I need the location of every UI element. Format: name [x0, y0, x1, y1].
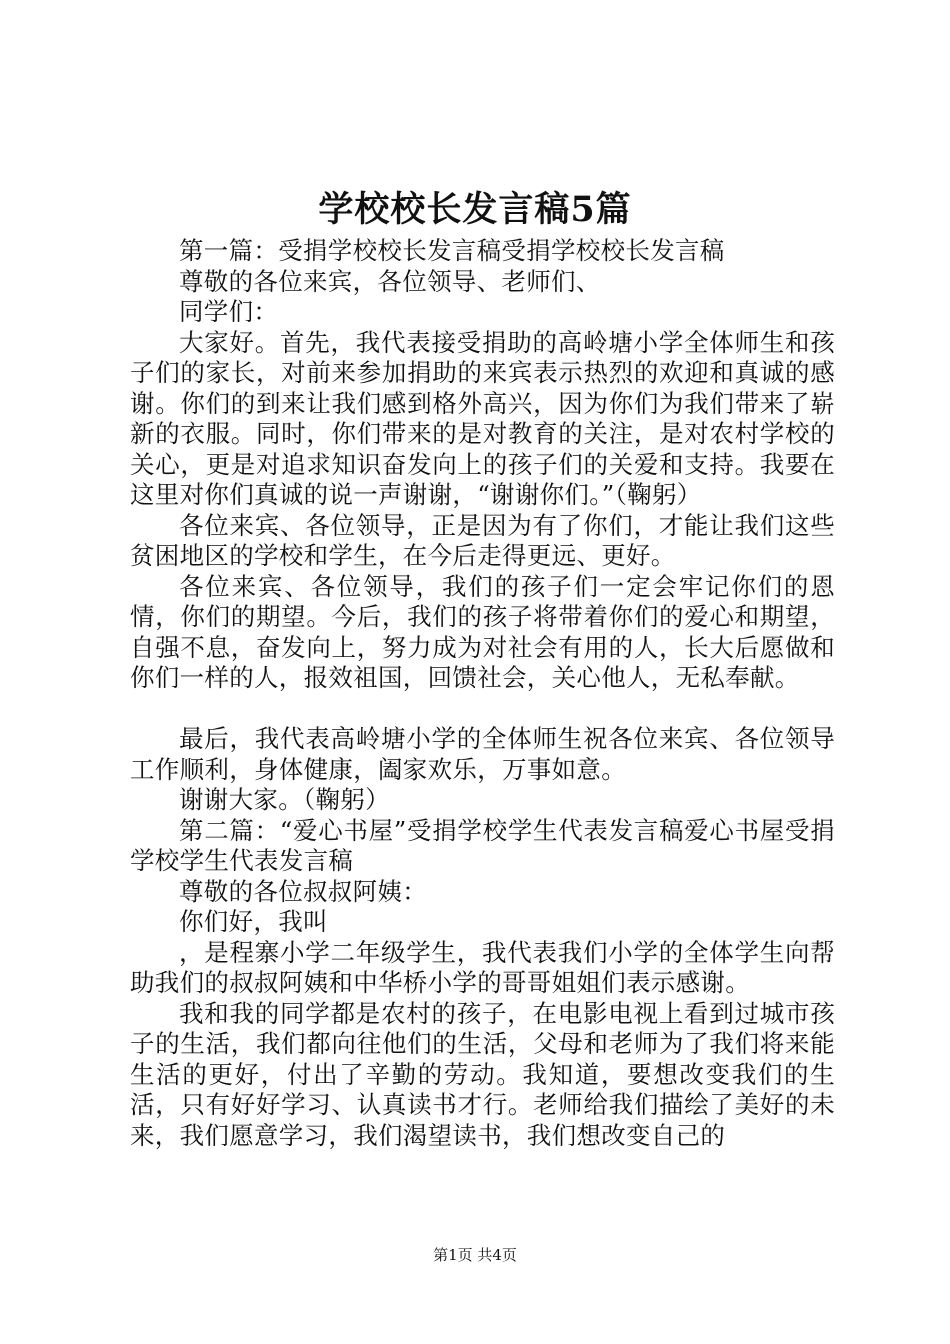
heading-part-two: 第二篇：“爱心书屋”受捐学校学生代表发言稿爱心书屋受捐学校学生代表发言稿 [130, 815, 835, 875]
paragraph-student: ，是程寨小学二年级学生，我代表我们小学的全体学生向帮助我们的叔叔阿姨和中华桥小学的哥哥姐姐们表示感谢。 [130, 937, 835, 997]
page-footer: 第1页 共4页 [433, 1246, 517, 1264]
paragraph-thanks: 谢谢大家。（鞠躬） [179, 785, 390, 814]
salutation-line-2: 同学们： [179, 297, 279, 326]
paragraph-promise: 各位来宾、各位领导，我们的孩子们一定会牢记你们的恩情，你们的期望。今后，我们的孩子将带着你们的爱心和期望，自强不息，奋发向上，努力成为对社会有用的人，长大后愿做和你们一样的人，报效祖国，回馈社会，关心他人，无私奉献。 [130, 571, 835, 692]
blank-line [130, 694, 835, 725]
salutation-line-3: 尊敬的各位叔叔阿姨： [179, 876, 427, 906]
paragraph-rural: 我和我的同学都是农村的孩子，在电影电视上看到过城市孩子的生活，我们都向往他们的生活，父母和老师为了我们将来能生活的更好，付出了辛勤的劳动。我知道，要想改变我们的生活，只有好好学习、认真读书才行。老师给我们描绘了美好的未来，我们愿意学习，我们渴望读书，我们想改变自己的 [130, 998, 835, 1150]
paragraph-greeting: 大家好。首先，我代表接受捐助的高岭塘小学全体师生和孩子们的家长，对前来参加捐助的来宾表示热烈的欢迎和真诚的感谢。你们的到来让我们感到格外高兴，因为你们为我们带来了崭新的衣服。同时，你们带来的是对教育的关注，是对农村学校的关心，更是对追求知识奋发向上的孩子们的关爱和支持。我要在这里对你们真诚的说一声谢谢，“谢谢你们。”（鞠躬） [130, 327, 835, 509]
salutation-line: 尊敬的各位来宾，各位领导、老师们、 [179, 266, 601, 296]
paragraph-guests: 各位来宾、各位领导，正是因为有了你们，才能让我们这些贫困地区的学校和学生，在今后走得更远、更好。 [130, 510, 835, 570]
heading-part-one: 第一篇：受捐学校校长发言稿受捐学校校长发言稿 [179, 236, 725, 265]
document-body [130, 236, 835, 1151]
paragraph-intro: 你们好，我叫 [179, 907, 328, 936]
paragraph-wishes: 最后，我代表高岭塘小学的全体师生祝各位来宾、各位领导工作顺利，身体健康，阖家欢乐，万事如意。 [130, 724, 835, 784]
document-title: 学校校长发言稿5篇 [318, 189, 632, 230]
